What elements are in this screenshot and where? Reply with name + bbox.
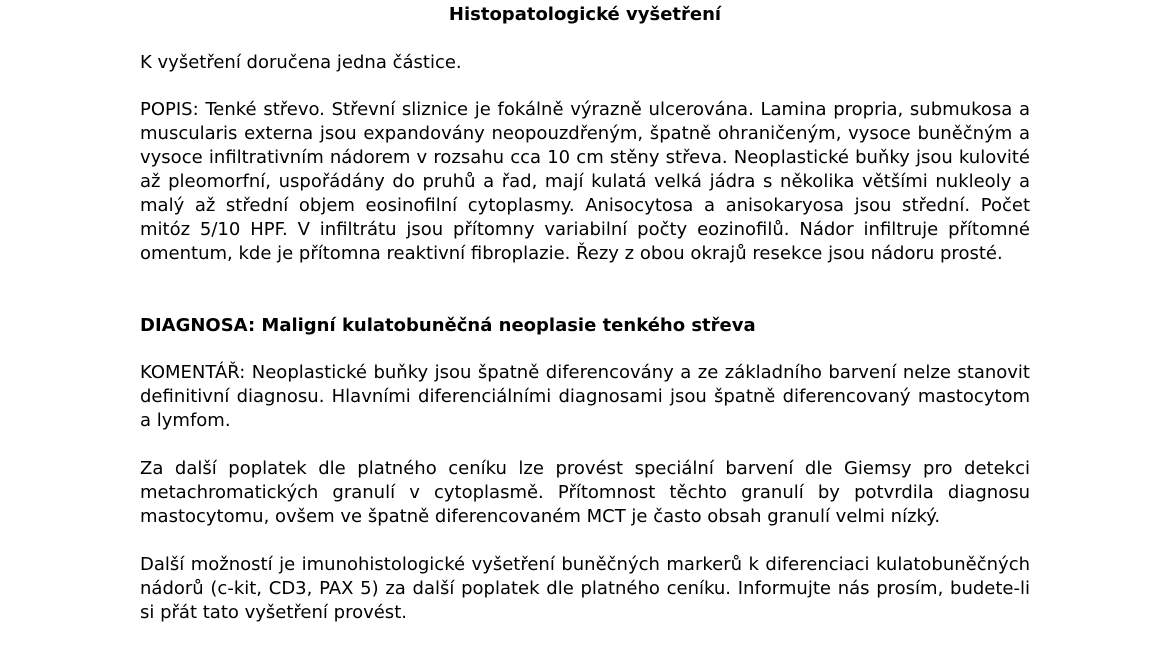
intro-paragraph: K vyšetření doručena jedna částice. (140, 52, 462, 73)
document-title: Histopatologické vyšetření (448, 4, 722, 25)
comment-paragraph: KOMENTÁŘ: Neoplastické buňky jsou špatně diferencovány a ze základního barvení nelze stanovit definitivní diagnosu. Hlavními diferenciálními diagnosami jsou špatně diferencovaný mastocytom a lymfom. (140, 362, 1030, 431)
giemsa-paragraph: Za další poplatek dle platného ceníku lze provést speciální barvení dle Giemsy pro detekci metachromatických granulí v cytoplasmě. Přítomnost těchto granulí by potvrdila diagnosu mastocytomu, ovšem ve špatně diferencovaném MCT je často obsah granulí velmi nízký. (140, 458, 1030, 527)
diagnosis-heading: DIAGNOSA: Maligní kulatobuněčná neoplasie tenkého střeva (140, 315, 756, 336)
popis-paragraph: POPIS: Tenké střevo. Střevní sliznice je fokálně výrazně ulcerována. Lamina propria, submukosa a muscularis externa jsou expandovány neopouzdřeným, špatně ohraničeným, vysoce buněčným a vysoce infiltrativním nádorem v rozsahu cca 10 cm stěny střeva. Neoplastické buňky jsou kulovité až pleomorfní, uspořádány do pruhů a řad, mají kulatá velká jádra s několika většími nukleoly a malý až střední objem eosinofilní cytoplasmy. Anisocytosa a anisokaryosa jsou střední. Počet mitóz 5/10 HPF. V infiltrátu jsou přítomny variabilní počty eozinofilů. Nádor infiltruje přítomné omentum, kde je přítomna reaktivní fibroplazie. Řezy z obou okrajů resekce jsou nádoru prosté. (140, 99, 1030, 264)
immuno-paragraph: Další možností je imunohistologické vyšetření buněčných markerů k diferenciaci kulatobuněčných nádorů (c-kit, CD3, PAX 5) za další poplatek dle platného ceníku. Informujte nás prosím, budete-li si přát tato vyšetření provést. (140, 554, 1030, 623)
